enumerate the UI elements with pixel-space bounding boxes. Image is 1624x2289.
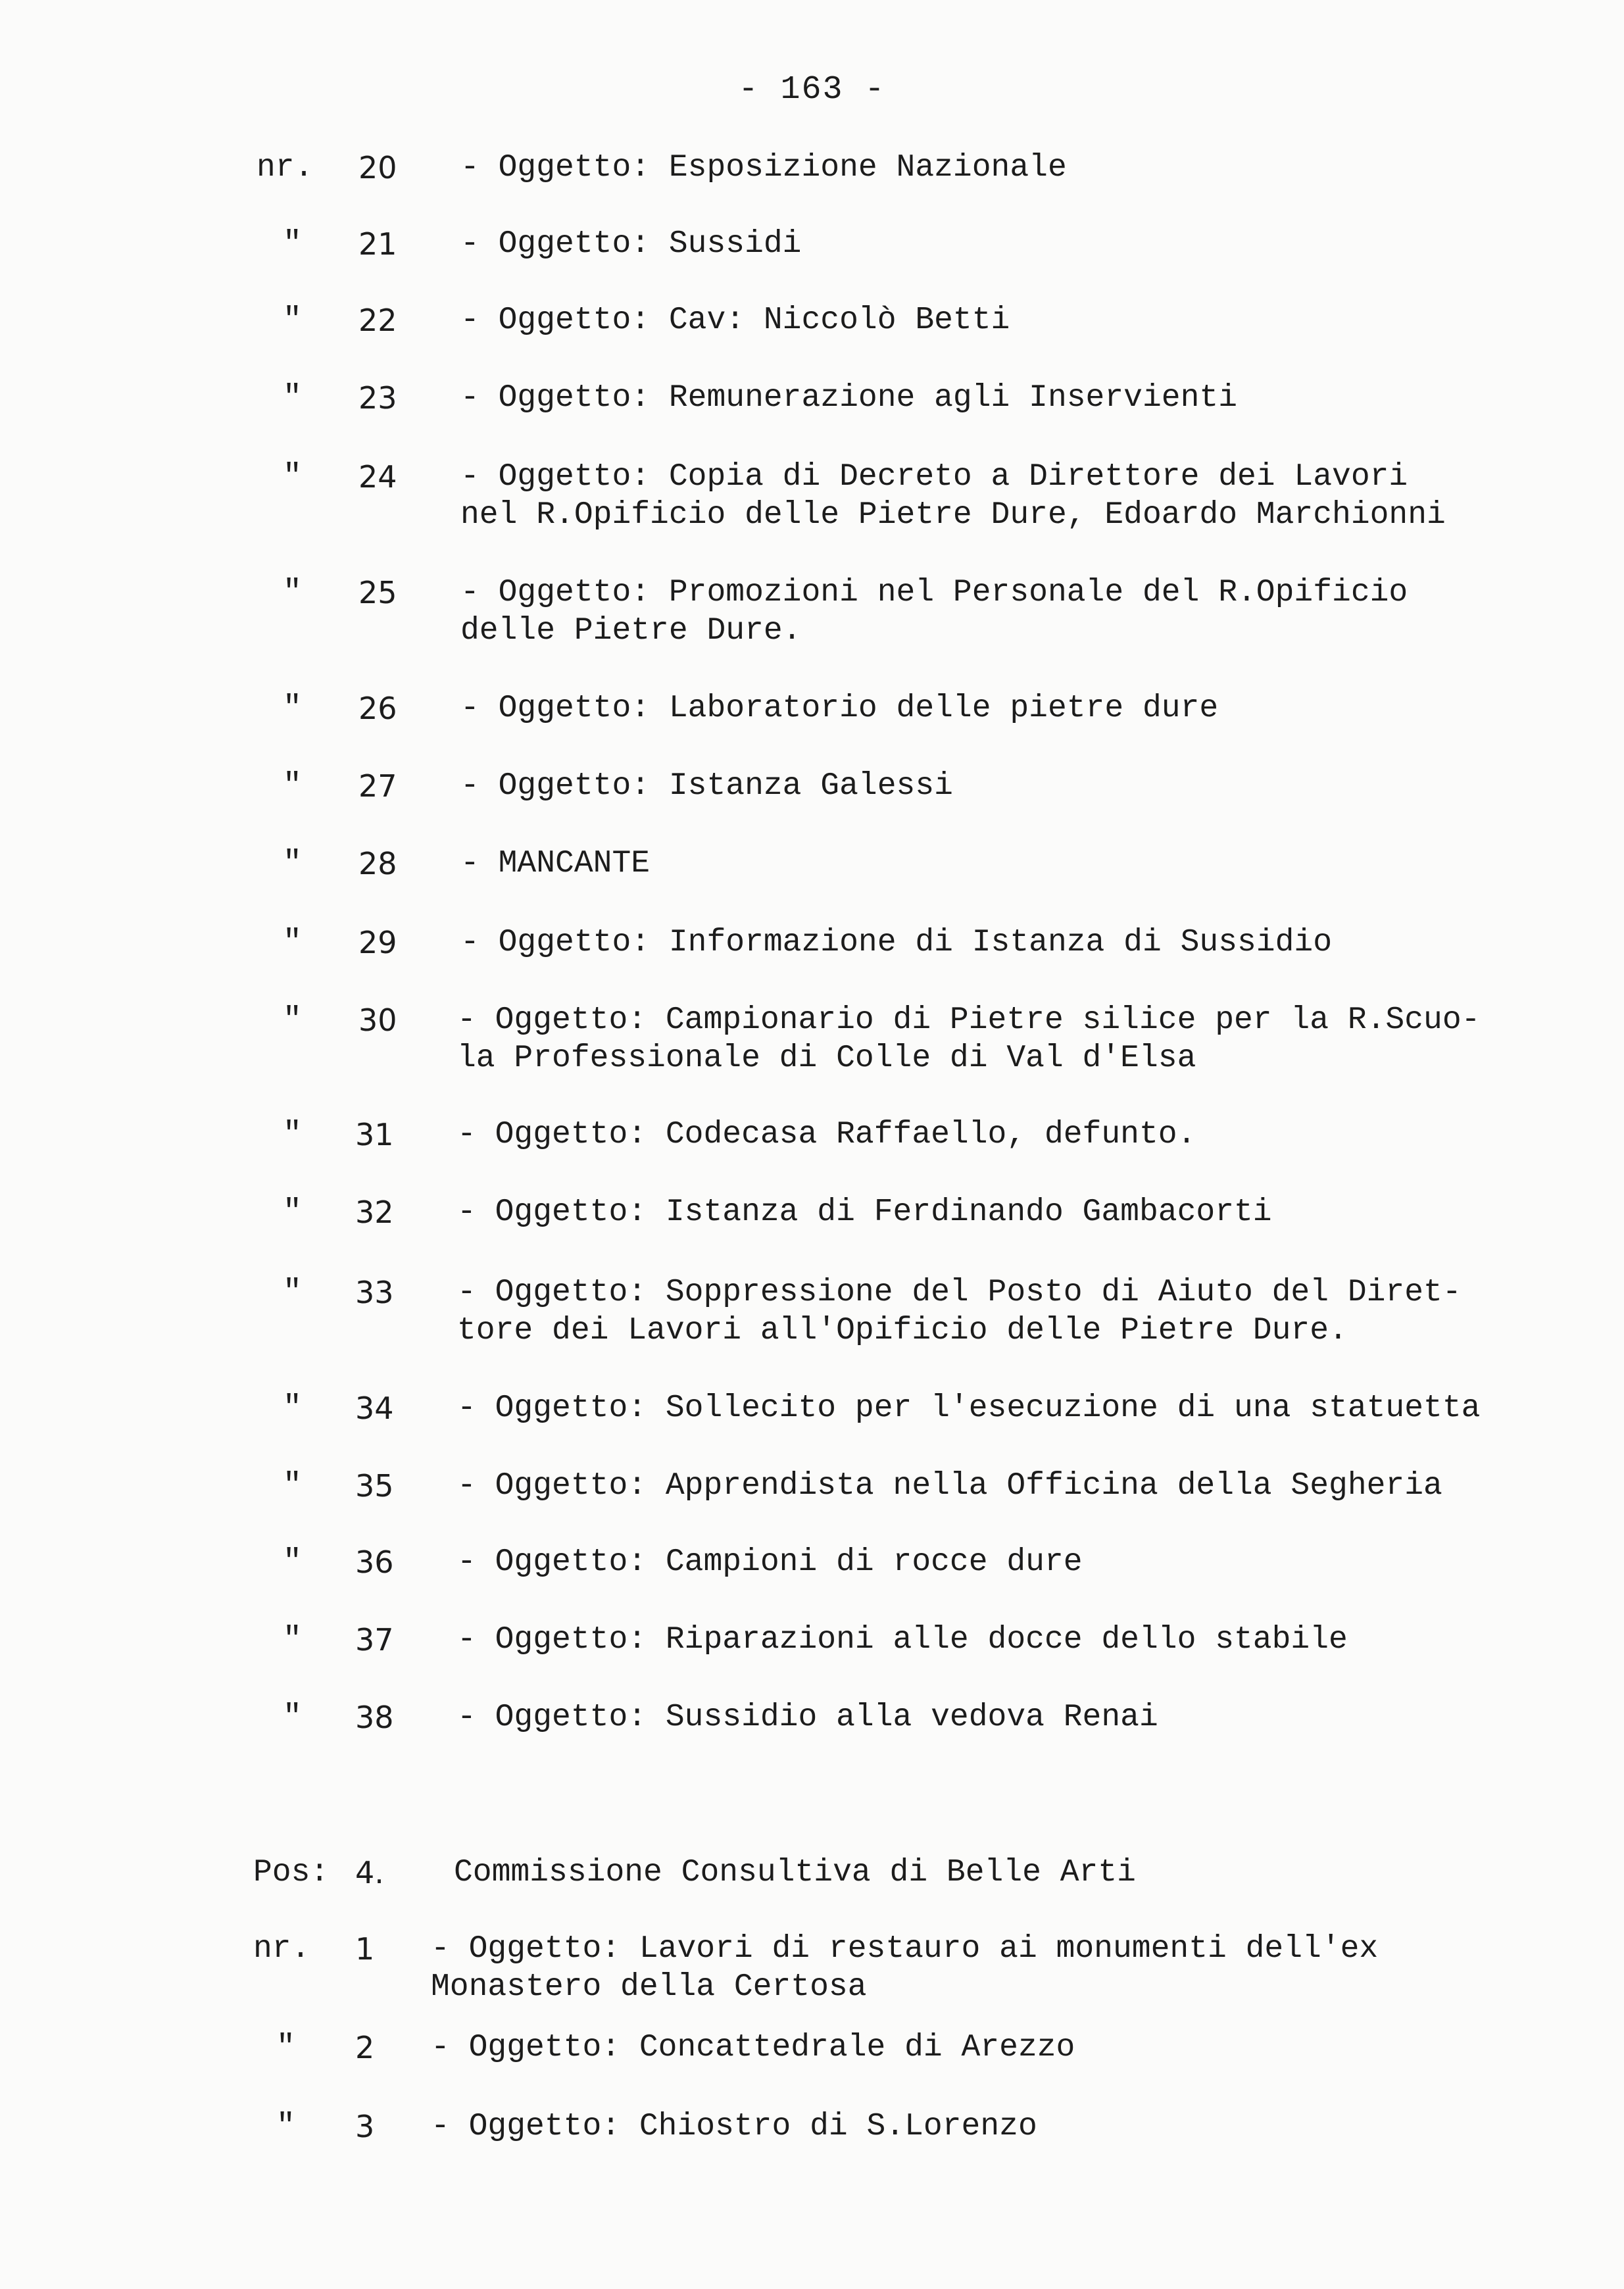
entry-number: 24 — [358, 459, 397, 495]
page-number: - 163 - — [738, 71, 886, 109]
entry-text: - MANCANTE — [460, 846, 651, 881]
entry-prefix: " — [283, 1194, 302, 1230]
entry-text: - Oggetto: Remunerazione agli Inservienti — [460, 380, 1237, 416]
entry-prefix: " — [283, 1468, 302, 1504]
entry-text: - Oggetto: Esposizione Nazionale — [460, 150, 1067, 185]
entry-text: - Oggetto: Soppressione del Posto di Aiuto del Diret- tore dei Lavori all'Opificio delle Pietre Dure. — [457, 1275, 1462, 1348]
entry-prefix: " — [283, 925, 302, 960]
entry-number: 29 — [358, 925, 397, 960]
entry-prefix: " — [283, 1002, 302, 1038]
entry-number: 31 — [355, 1117, 394, 1152]
entry-number: 23 — [358, 380, 397, 416]
entry-number: 32 — [355, 1194, 394, 1230]
section-prefix: Pos: — [253, 1855, 330, 1890]
entry-text: - Oggetto: Codecasa Raffaello, defunto. — [457, 1117, 1196, 1152]
entry-text: - Oggetto: Campioni di rocce dure — [457, 1544, 1083, 1580]
entry-text: - Oggetto: Laboratorio delle pietre dure — [460, 691, 1219, 726]
entry-prefix: " — [276, 2030, 295, 2065]
entry-number: 25 — [358, 575, 397, 610]
entry-text: - Oggetto: Sollecito per l'esecuzione di una statuetta — [457, 1391, 1481, 1426]
entry-text: - Oggetto: Cav: Niccolò Betti — [460, 303, 1010, 338]
entry-number: 37 — [355, 1622, 394, 1658]
entry-number: 1 — [355, 1931, 375, 1967]
entry-text: - Oggetto: Promozioni nel Personale del R.Opificio delle Pietre Dure. — [460, 575, 1408, 649]
entry-number: 22 — [358, 303, 397, 338]
entry-number: 38 — [355, 1700, 394, 1735]
entry-prefix: " — [283, 226, 302, 262]
entry-prefix: " — [283, 1117, 302, 1152]
entry-prefix: " — [283, 1544, 302, 1580]
entry-text: - Oggetto: Lavori di restauro ai monumenti dell'ex Monastero della Certosa — [431, 1931, 1379, 2005]
entry-number: 33 — [355, 1275, 394, 1310]
entry-text: - Oggetto: Sussidi — [460, 226, 802, 262]
entry-prefix: " — [283, 575, 302, 610]
entry-number: 26 — [358, 691, 397, 726]
entry-text: - Oggetto: Campionario di Pietre silice per la R.Scuo- la Professionale di Colle di Val d'Elsa — [457, 1002, 1481, 1076]
entry-text: - Oggetto: Concattedrale di Arezzo — [431, 2030, 1075, 2065]
entry-number: 3 — [355, 2109, 375, 2144]
entry-number: 34 — [355, 1391, 394, 1426]
entry-prefix: " — [283, 768, 302, 804]
entry-prefix: " — [283, 691, 302, 726]
entry-number: 27 — [358, 768, 397, 804]
entry-prefix: nr. — [253, 1931, 310, 1967]
entry-number: 21 — [358, 226, 397, 262]
entry-number: 2 — [355, 2030, 375, 2065]
entry-number: 20 — [358, 150, 397, 185]
entry-prefix: " — [283, 1622, 302, 1658]
entry-prefix: " — [276, 2109, 295, 2144]
entry-prefix: " — [283, 303, 302, 338]
section-number: 4. — [355, 1855, 384, 1890]
entry-number: 35 — [355, 1468, 394, 1504]
entry-text: - Oggetto: Sussidio alla vedova Renai — [457, 1700, 1158, 1735]
entry-prefix: " — [283, 380, 302, 416]
entry-prefix: " — [283, 846, 302, 881]
entry-text: - Oggetto: Riparazioni alle docce dello stabile — [457, 1622, 1348, 1658]
entry-text: - Oggetto: Istanza di Ferdinando Gambacorti — [457, 1194, 1272, 1230]
entry-number: 28 — [358, 846, 397, 881]
entry-number: 36 — [355, 1544, 394, 1580]
entry-prefix: " — [283, 1275, 302, 1310]
entry-text: - Oggetto: Copia di Decreto a Direttore dei Lavori nel R.Opificio delle Pietre Dure, Edoardo Marchionni — [460, 459, 1446, 533]
entry-text: - Oggetto: Informazione di Istanza di Sussidio — [460, 925, 1333, 960]
entry-prefix: " — [283, 1391, 302, 1426]
entry-prefix: nr. — [257, 150, 314, 185]
entry-prefix: " — [283, 459, 302, 495]
entry-text: - Oggetto: Apprendista nella Officina della Segheria — [457, 1468, 1442, 1504]
entry-text: - Oggetto: Istanza Galessi — [460, 768, 953, 804]
entry-text: - Oggetto: Chiostro di S.Lorenzo — [431, 2109, 1037, 2144]
entry-number: 30 — [358, 1002, 397, 1038]
entry-prefix: " — [283, 1700, 302, 1735]
section-title: Commissione Consultiva di Belle Arti — [454, 1855, 1136, 1890]
